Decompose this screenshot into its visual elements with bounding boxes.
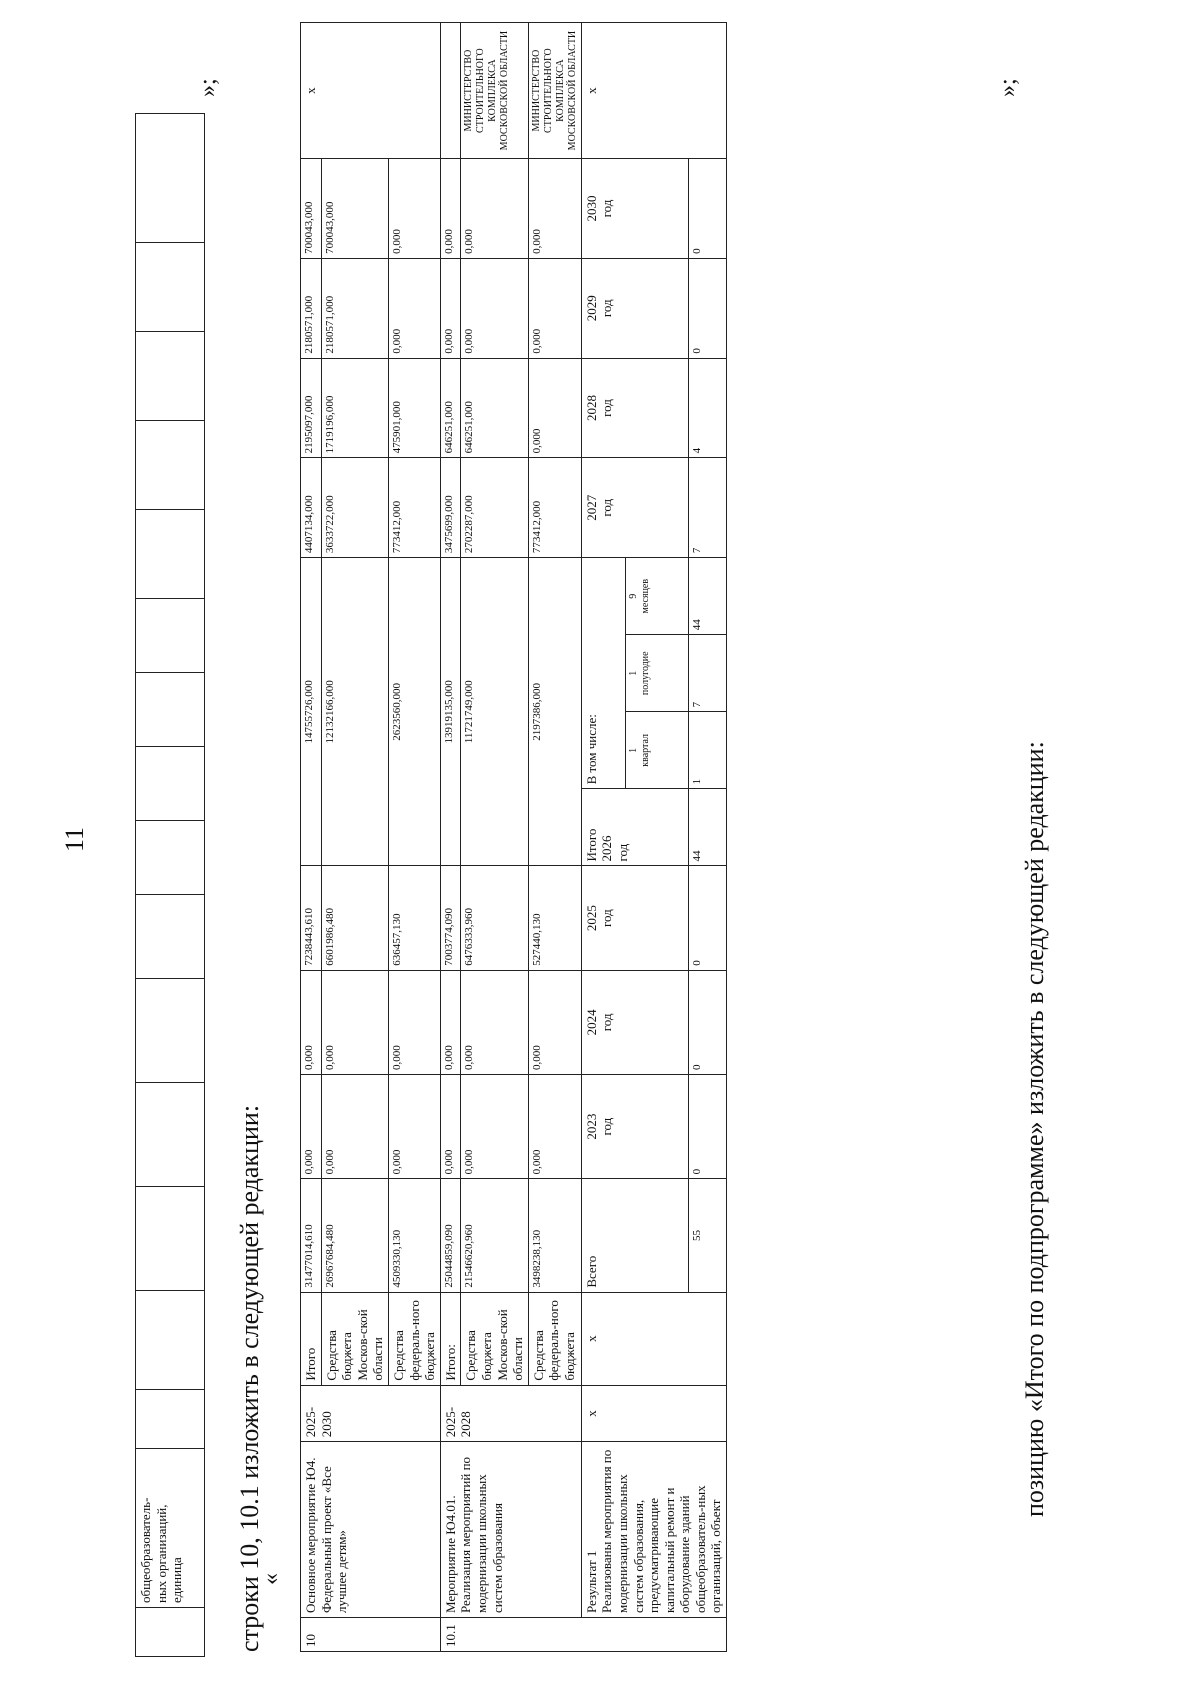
prev-row-label: общеобразователь- ных организаций, единица — [136, 1449, 205, 1608]
table-row: Средства бюджета Москов-ской области 21546620,960 0,000 0,000 6476333,960 11721749,000 2702287,000 646251,000 0,000 0,000 МИНИСТЕРСТВО СТРОИТЕЛЬНОГО КОМПЛЕКСА МОСКОВСКОЙ ОБЛАСТИ — [461, 23, 528, 1652]
previous-table-fragment — [135, 113, 205, 1657]
closing-quote-1: »; — [195, 78, 221, 97]
table-row: 1 квартал 1 полугодие 9 месяцев — [626, 23, 689, 1652]
table-row: Средства бюджета Москов-ской области 26967684,480 0,000 0,000 6601986,480 12132166,000 3633722,000 1719196,000 2180571,000 700043,000 — [321, 23, 388, 1652]
row-number: 10.1 — [440, 1618, 726, 1652]
row-executor: МИНИСТЕРСТВО СТРОИТЕЛЬНОГО КОМПЛЕКСА МОСКОВСКОЙ ОБЛАСТИ — [461, 23, 528, 159]
table-row: 10.1 Мероприятие Ю4.01. Реализация мероприятий по модернизации школьных систем образования 2025- 2028 Итого: 25044859,090 0,000 0,000 7003774,090 13919135,000 3475699,000 646251,000 0,000 0,000 — [440, 23, 461, 1652]
table-row: Средства федераль-ного бюджета 3498238,130 0,000 0,000 527440,130 2197386,000 773412,000 0,000 0,000 0,000 МИНИСТЕРСТВО СТРОИТЕЛЬНОГО КОМПЛЕКСА МОСКОВСКОЙ ОБЛАСТИ — [528, 23, 581, 1652]
table-row: Средства федераль-ного бюджета 4509330,130 0,000 0,000 636457,130 2623560,000 773412,000 475901,000 0,000 0,000 — [388, 23, 440, 1652]
page-number: 11 — [60, 826, 89, 852]
opening-quote: « — [258, 1573, 284, 1585]
footer-instruction: позицию «Итого по подпрограмме» изложить в следующей редакции: — [1020, 741, 1049, 1517]
program-table — [300, 22, 727, 1652]
result-name: Результат 1 Реализованы мероприятия по модернизации школьных систем образования, предусматривающие капитальный ремонт и оборудование зданий общеобразователь-ных организаций, объект — [581, 1442, 726, 1618]
row-number: 10 — [301, 1618, 441, 1652]
row-period: 2025- 2028 — [440, 1385, 581, 1442]
row-executor-2: МИНИСТЕРСТВО СТРОИТЕЛЬНОГО КОМПЛЕКСА МОСКОВСКОЙ ОБЛАСТИ — [528, 23, 581, 159]
table-row: 55 0 0 0 44 1 7 44 7 4 0 0 — [689, 23, 727, 1652]
table-row: 10 Основное мероприятие Ю4. Федеральный проект «Все лучшее детям» 2025- 2030 Итого 31477014,610 0,000 0,000 7238443,610 14755726,000 4407134,000 2195097,000 2180571,000 700043,000 х — [301, 23, 322, 1652]
row-period: 2025- 2030 — [301, 1385, 441, 1442]
section-heading: строки 10, 10.1 изложить в следующей редакции: — [235, 1104, 264, 1652]
row-name: Мероприятие Ю4.01. Реализация мероприятий по модернизации школьных систем образования — [440, 1442, 581, 1618]
table-row: Результат 1 Реализованы мероприятия по модернизации школьных систем образования, предусматривающие капитальный ремонт и оборудование зданий общеобразователь-ных организаций, объект х х Всего 2023 год 2024 год 2025 год Итого 2026 год В том числе: 2027 год 2028 год 2029 год 2030 год х — [581, 23, 626, 1652]
closing-quote-2: »; — [995, 78, 1021, 97]
row-name: Основное мероприятие Ю4. Федеральный проект «Все лучшее детям» — [301, 1442, 441, 1618]
row-executor: х — [301, 23, 441, 159]
